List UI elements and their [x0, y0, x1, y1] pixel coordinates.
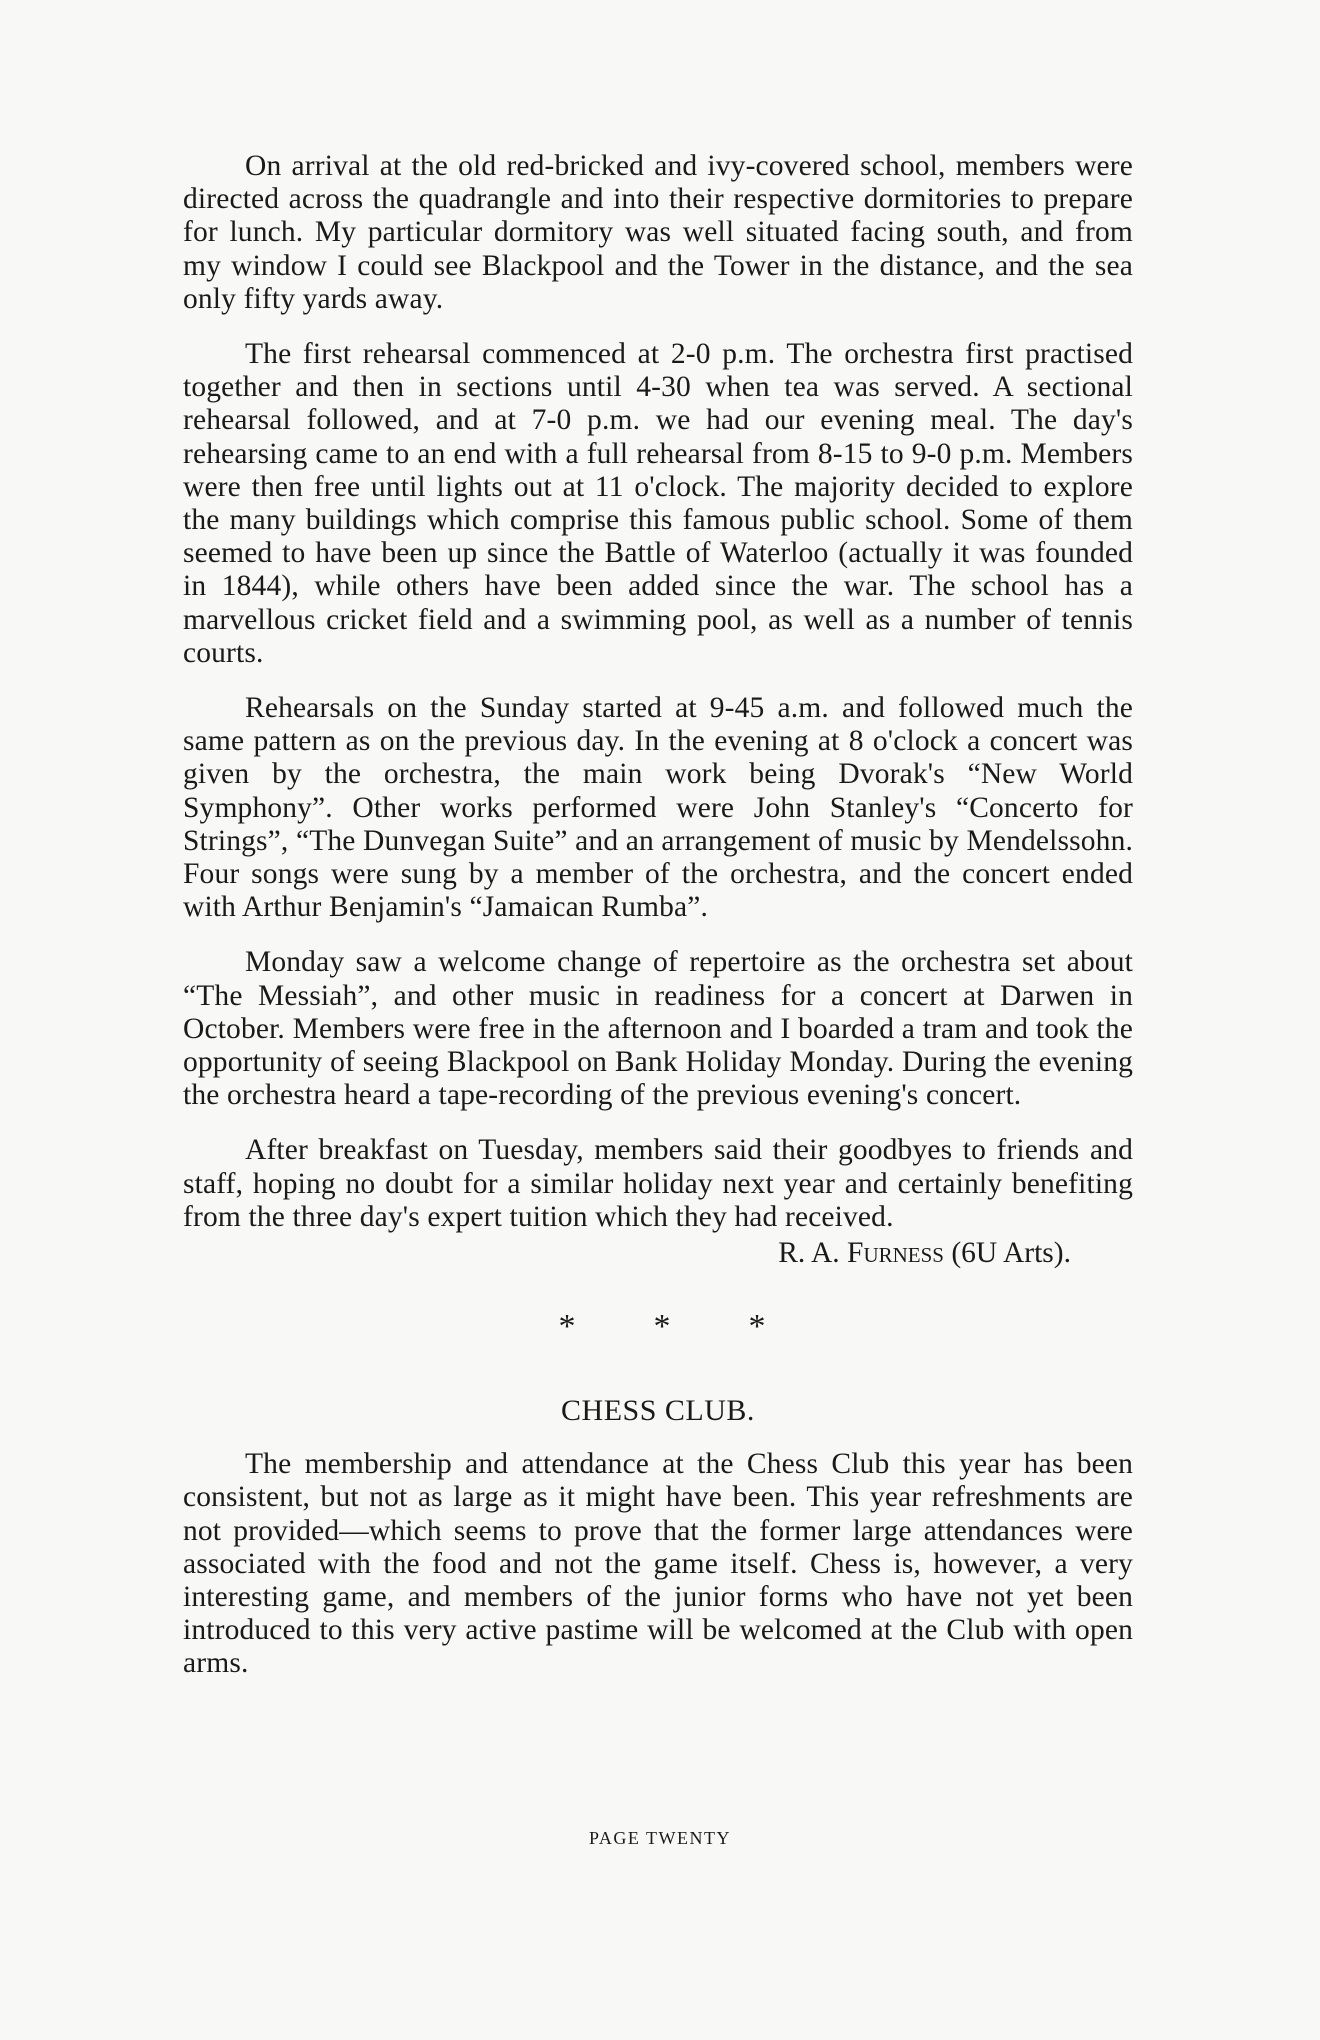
- signature-initials: R. A.: [778, 1237, 840, 1270]
- section-separator: [183, 1308, 1133, 1346]
- paragraph-tuesday: After breakfast on Tuesday, members said their goodbyes to friends and staff, hoping no doubt for a similar holiday next year and certainly benefiting from the three day's expert tuition which they had received.: [183, 1134, 1133, 1233]
- asterisk-3: *: [748, 1308, 766, 1346]
- paragraph-chess-club: The membership and attendance at the Chess Club this year has been consistent, but not as large as it might have been. This year refreshments are not provided—which seems to prove that the former large attendances were associated with the food and not the game itself. Chess is, however, a very interesting game, and members of the junior forms who have not yet been introduced to this very active pastime will be welcomed at the Club with open arms.: [183, 1448, 1133, 1680]
- text-column: [183, 150, 1133, 1703]
- paragraph-monday: Monday saw a welcome change of repertoire as the orchestra set about “The Messiah”, and other music in readiness for a concert at Darwen in October. Members were free in the afternoon and I boarded a tram and took the opportunity of seeing Blackpool on Bank Holiday Monday. During the evening the orchestra heard a tape-recording of the previous evening's concert.: [183, 946, 1133, 1112]
- asterisk-2: *: [653, 1308, 671, 1346]
- author-signature: [183, 1236, 1071, 1270]
- paragraph-first-rehearsal: The first rehearsal commenced at 2-0 p.m. The orchestra first practised together and then in sections until 4-30 when tea was served. A sectional rehearsal followed, and at 7-0 p.m. we had our evening meal. The day's rehearsing came to an end with a full rehearsal from 8-15 to 9-0 p.m. Members were then free until lights out at 11 o'clock. The majority decided to explore the many buildings which comprise this famous public school. Some of them seemed to have been up since the Battle of Waterloo (actually it was founded in 1844), while others have been added since the war. The school has a marvellous cricket field and a swimming pool, as well as a number of tennis courts.: [183, 338, 1133, 669]
- paragraph-arrival: On arrival at the old red-bricked and ivy-covered school, members were directed across the quadrangle and into their respective dormitories to prepare for lunch. My particular dormitory was well situated facing south, and from my window I could see Blackpool and the Tower in the distance, and the sea only fifty yards away.: [183, 150, 1133, 315]
- asterisk-1: *: [558, 1308, 576, 1346]
- signature-surname: Furness: [847, 1237, 944, 1270]
- page-number: PAGE TWENTY: [589, 1828, 731, 1848]
- signature-form: (6U Arts).: [951, 1237, 1071, 1270]
- chess-club-heading: CHESS CLUB.: [561, 1394, 755, 1428]
- paragraph-sunday: Rehearsals on the Sunday started at 9-45 a.m. and followed much the same pattern as on the previous day. In the evening at 8 o'clock a concert was given by the orchestra, the main work being Dvorak's “New World Symphony”. Other works performed were John Stanley's “Concerto for Strings”, “The Dunvegan Suite” and an arrangement of music by Mendelssohn. Four songs were sung by a member of the orchestra, and the concert ended with Arthur Benjamin's “Jamaican Rumba”.: [183, 692, 1133, 924]
